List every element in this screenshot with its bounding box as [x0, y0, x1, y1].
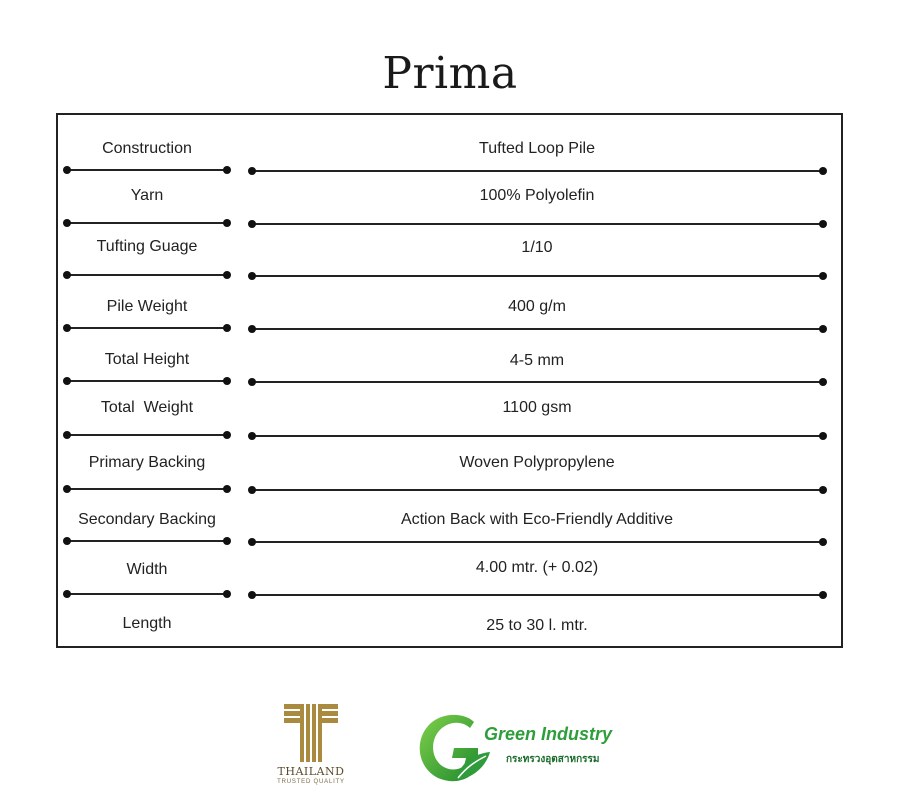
row-divider	[252, 489, 823, 491]
row-divider	[252, 594, 823, 596]
spec-label-primary-backing: Primary Backing	[88, 454, 206, 471]
row-divider	[252, 435, 823, 437]
thailand-logo-tagline: TRUSTED QUALITY	[277, 779, 345, 785]
thailand-trust-mark-icon	[284, 704, 338, 762]
row-divider	[252, 223, 823, 225]
spec-value-total-height: 4-5 mm	[509, 352, 565, 369]
row-divider	[67, 488, 227, 490]
spec-value-width: 4.00 mtr. (+ 0.02)	[475, 559, 599, 576]
row-divider	[252, 541, 823, 543]
green-industry-subtitle: กระทรวงอุตสาหกรรม	[506, 754, 600, 765]
spec-label-tufting-guage: Tufting Guage	[96, 238, 198, 255]
spec-label-total-height: Total Height	[104, 351, 190, 368]
row-divider	[67, 380, 227, 382]
spec-value-length: 25 to 30 l. mtr.	[486, 617, 588, 634]
row-divider	[67, 327, 227, 329]
thailand-logo-word: THAILAND	[277, 765, 345, 778]
page-title: Prima	[382, 48, 518, 99]
spec-value-yarn: 100% Polyolefin	[479, 187, 595, 204]
green-industry-logo	[412, 708, 642, 784]
green-industry-name: Green Industry	[484, 724, 613, 744]
spec-value-construction: Tufted Loop Pile	[479, 140, 595, 157]
spec-label-total-weight: Total Weight	[100, 399, 194, 416]
row-divider	[67, 434, 227, 436]
row-divider	[67, 222, 227, 224]
spec-label-secondary-backing: Secondary Backing	[78, 511, 216, 528]
row-divider	[252, 170, 823, 172]
row-divider	[67, 169, 227, 171]
spec-value-primary-backing: Woven Polypropylene	[459, 454, 615, 471]
row-divider	[252, 381, 823, 383]
row-divider	[67, 593, 227, 595]
row-divider	[67, 540, 227, 542]
green-g-leaf-icon	[412, 708, 508, 784]
spec-label-pile-weight: Pile Weight	[106, 298, 188, 315]
row-divider	[252, 328, 823, 330]
spec-label-length: Length	[122, 615, 172, 632]
spec-label-construction: Construction	[102, 140, 192, 157]
spec-value-pile-weight: 400 g/m	[508, 298, 566, 315]
spec-value-tufting-guage: 1/10	[521, 239, 553, 256]
thailand-trusted-quality-logo	[270, 704, 352, 788]
row-divider	[67, 274, 227, 276]
spec-value-secondary-backing: Action Back with Eco-Friendly Additive	[400, 511, 674, 528]
row-divider	[252, 275, 823, 277]
spec-label-width: Width	[126, 561, 168, 578]
spec-value-total-weight: 1100 gsm	[502, 399, 572, 416]
spec-label-yarn: Yarn	[130, 187, 164, 204]
